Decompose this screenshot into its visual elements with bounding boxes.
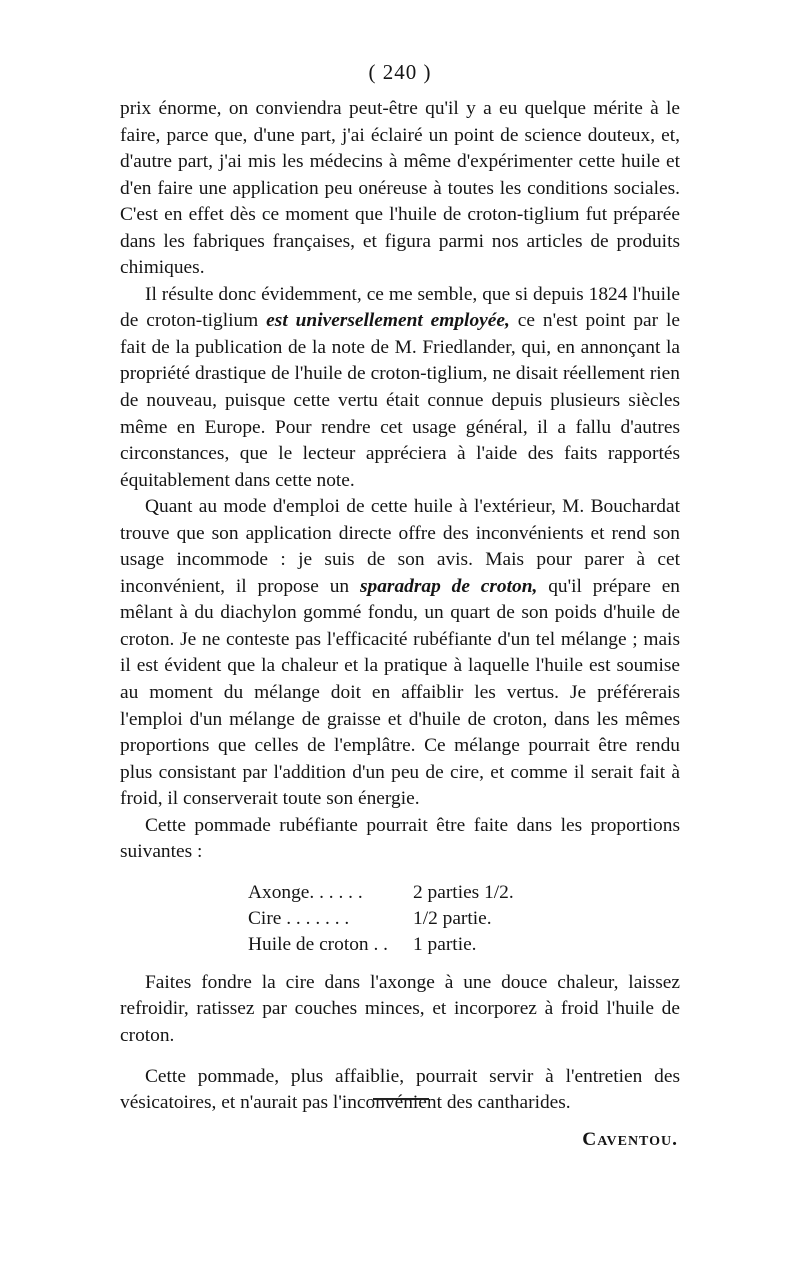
author-signature: Caventou. [582, 1128, 678, 1150]
paragraph-3-emphasis: sparadrap de croton, [359, 575, 538, 597]
paragraph-6: Cette pommade, plus affaiblie, pourrait servir à l'entretien des vésicatoires, et n'aurait pas l'inconvénient des cantharides. [120, 1065, 680, 1114]
paragraph-2 [120, 282, 680, 494]
recipe-row [248, 880, 680, 906]
spacer [120, 1050, 680, 1064]
page-number: ( 240 ) [368, 60, 432, 84]
paragraph-2-emphasis: est universellement employée, [266, 310, 510, 332]
closing-rule [373, 1098, 429, 1100]
recipe-table [248, 880, 680, 958]
paragraph-3 [120, 494, 680, 813]
recipe-row [248, 932, 680, 958]
paragraph-4: Cette pommade rubéfiante pourrait être faite dans les proportions suivantes : [120, 814, 680, 863]
paragraph-2-text-b: ce n'est point par le fait de la publication de la note de M. Friedlander, qui, en annonçant la propriété drastique de l'huile de croton-tiglium, ne disait réellement rien de nouveau, puisque cette vertu était connue depuis plusieurs siècles même en Europe. Pour rendre cet usage général, il a fallu d'autres circonstances, que le lecteur appréciera à l'aide des faits rapportés équitablement dans cette note. [120, 310, 680, 491]
recipe-quantity: 2 parties 1/2. [413, 881, 514, 903]
recipe-quantity: 1 partie. [413, 933, 477, 955]
paragraph-3-text-b: qu'il prépare en mêlant à du diachylon gommé fondu, un quart de son poids d'huile de croton. Je ne conteste pas l'efficacité rubéfiante d'un tel mélange ; mais il est évident que la chaleur et la pratique à laquelle l'huile est soumise au moment du mélange doit en affaiblir les vertus. Je préférerais l'emploi d'un mélange de graisse et d'huile de croton, dans les mêmes proportions que celles de l'emplâtre. Ce mélange pourrait être rendu plus consistant par l'addition d'un peu de cire, et comme il serait fait à froid, il conserverait toute son énergie. [120, 575, 680, 810]
recipe-row [248, 906, 680, 932]
recipe-quantity: 1/2 partie. [413, 907, 492, 929]
paragraph-2-text-a: Il résulte donc évidemment, ce me semble, que si depuis 1824 l'huile de croton-tiglium [120, 283, 680, 332]
recipe-ingredient: Cire . . . . . . . [248, 907, 350, 929]
text-body [120, 96, 680, 1153]
paragraph-5: Faites fondre la cire dans l'axonge à une douce chaleur, laissez refroidir, ratissez par couches minces, et incorporez à froid l'huile de croton. [120, 971, 680, 1046]
paragraph-1: prix énorme, on conviendra peut-être qu'il y a eu quelque mérite à le faire, parce que, d'une part, j'ai éclairé un point de science douteux, et, d'autre part, j'ai mis les médecins à même d'expérimenter cette huile et d'en faire une application peu onéreuse à toutes les conditions sociales. C'est en effet dès ce moment que l'huile de croton-tiglium fut préparée dans les fabriques françaises, et figura parmi nos articles de produits chimiques. [120, 98, 680, 279]
recipe-ingredient: Axonge. . . . . . [248, 881, 363, 903]
paragraph-3-text-a: Quant au mode d'emploi de cette huile à l'extérieur, M. Bouchardat trouve que son application directe offre des inconvénients et rend son usage incommode : je suis de son avis. Mais pour parer à cet inconvénient, il propose un [120, 496, 680, 597]
recipe-ingredient: Huile de croton . . [248, 933, 389, 955]
